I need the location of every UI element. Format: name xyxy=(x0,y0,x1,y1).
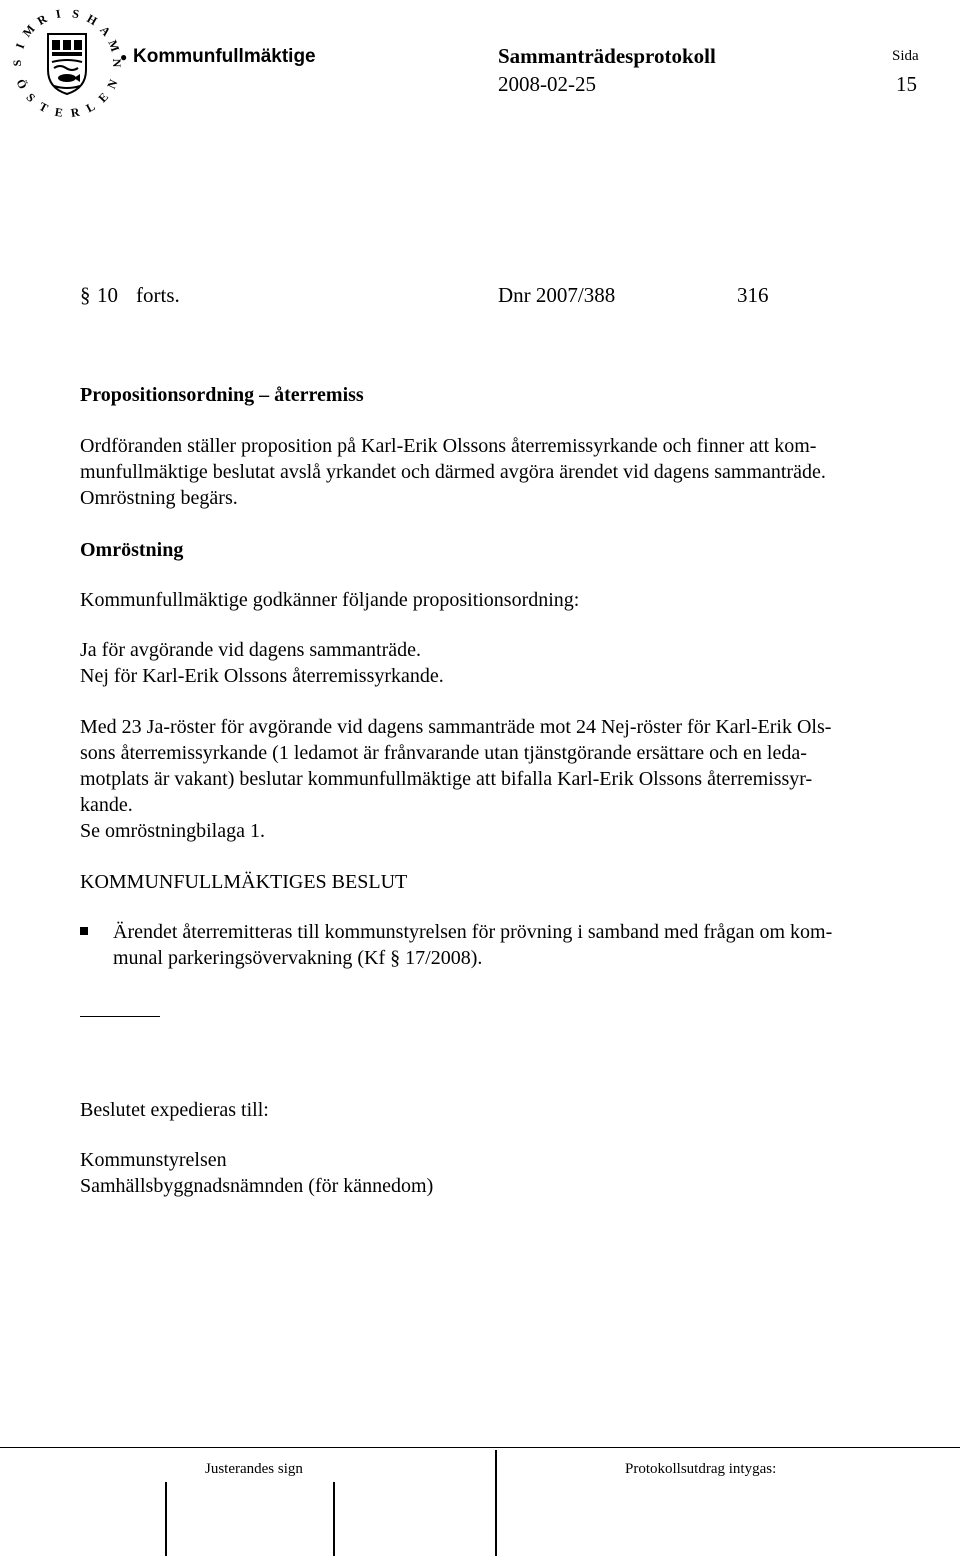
seal-letter: I xyxy=(54,6,62,22)
seal-letter: E xyxy=(53,104,64,120)
paragraph-line: Med 23 Ja-röster för avgörande vid dagens sammanträde mot 24 Nej-röster för Karl-Erik Ols- xyxy=(80,716,832,738)
seal-letter: M xyxy=(105,38,123,54)
bullet-square-icon xyxy=(80,927,88,935)
seal-letter: A xyxy=(97,23,114,39)
section-code: 316 xyxy=(737,283,769,307)
section-dnr: Dnr 2007/388 xyxy=(498,283,616,307)
paragraph-line: kande. xyxy=(80,794,133,816)
seal-letter: M xyxy=(19,22,38,40)
divider xyxy=(80,1016,160,1017)
header-organization: Kommunfullmäktige xyxy=(133,46,316,67)
heading-omrostning: Omröstning xyxy=(80,539,184,561)
seal-letter: S xyxy=(71,6,81,22)
vote-option: Ja för avgörande vid dagens sammanträde. xyxy=(80,639,421,661)
seal-letter: S xyxy=(10,59,24,67)
seal-letter: R xyxy=(69,104,81,120)
municipal-seal-logo xyxy=(8,4,126,122)
paragraph-line: Se omröstningbilaga 1. xyxy=(80,820,265,842)
seal-letter: S xyxy=(23,90,39,105)
paragraph-line: sons återremissyrkande (1 ledamot är frånvarande utan tjänstgörande ersättare och en leda- xyxy=(80,742,807,764)
footer-divider xyxy=(0,1447,960,1448)
recipient: Samhällsbyggnadsnämnden (för kännedom) xyxy=(80,1175,434,1197)
header-page-label: Sida xyxy=(892,48,919,64)
seal-letter: L xyxy=(83,99,98,116)
paragraph-line: Kommunfullmäktige godkänner följande propositionsordning: xyxy=(80,589,580,611)
footer-separator xyxy=(495,1450,497,1556)
vote-option: Nej för Karl-Erik Olssons återremissyrkande. xyxy=(80,665,444,687)
expedieras-label: Beslutet expedieras till: xyxy=(80,1099,269,1121)
seal-letter: H xyxy=(84,11,100,29)
paragraph-line: motplats är vakant) beslutar kommunfullmäktige att bifalla Karl-Erik Olssons återremissyr- xyxy=(80,768,813,790)
header-page-number: 15 xyxy=(896,72,917,96)
header-date: 2008-02-25 xyxy=(498,72,596,96)
heading-beslut: KOMMUNFULLMÄKTIGES BESLUT xyxy=(80,871,408,893)
header-bullet: ● xyxy=(120,50,128,64)
seal-letter: N xyxy=(110,58,124,68)
paragraph-line: Omröstning begärs. xyxy=(80,487,238,509)
decision-line: Ärendet återremitteras till kommunstyrelsen för prövning i samband med frågan om kom- xyxy=(113,921,833,943)
seal-letter: N xyxy=(104,77,121,91)
paragraph-line: munfullmäktige beslutat avslå yrkandet och därmed avgöra ärendet vid dagens sammanträde. xyxy=(80,461,826,483)
section-continued: forts. xyxy=(136,283,180,307)
signature-field-line xyxy=(165,1482,167,1556)
signature-field-line xyxy=(333,1482,335,1556)
section-sign: § xyxy=(80,283,91,307)
seal-letter: T xyxy=(36,99,51,116)
seal-letter: R xyxy=(34,11,50,28)
recipient: Kommunstyrelsen xyxy=(80,1149,227,1171)
seal-letter: E xyxy=(95,89,112,106)
seal-letter: Ö xyxy=(13,76,31,92)
section-number: 10 xyxy=(97,283,118,307)
paragraph-line: Ordföranden ställer proposition på Karl-Erik Olssons återremissyrkande och finner att kom- xyxy=(80,435,817,457)
heading-propositionsordning: Propositionsordning – återremiss xyxy=(80,384,364,406)
header-document-type: Sammanträdesprotokoll xyxy=(498,44,716,68)
shield-icon xyxy=(48,34,86,94)
footer-protokollsutdrag: Protokollsutdrag intygas: xyxy=(625,1461,777,1477)
footer-justerandes-sign: Justerandes sign xyxy=(205,1461,303,1477)
decision-line: munal parkeringsövervakning (Kf § 17/2008). xyxy=(113,947,483,969)
seal-letter: I xyxy=(12,41,28,51)
